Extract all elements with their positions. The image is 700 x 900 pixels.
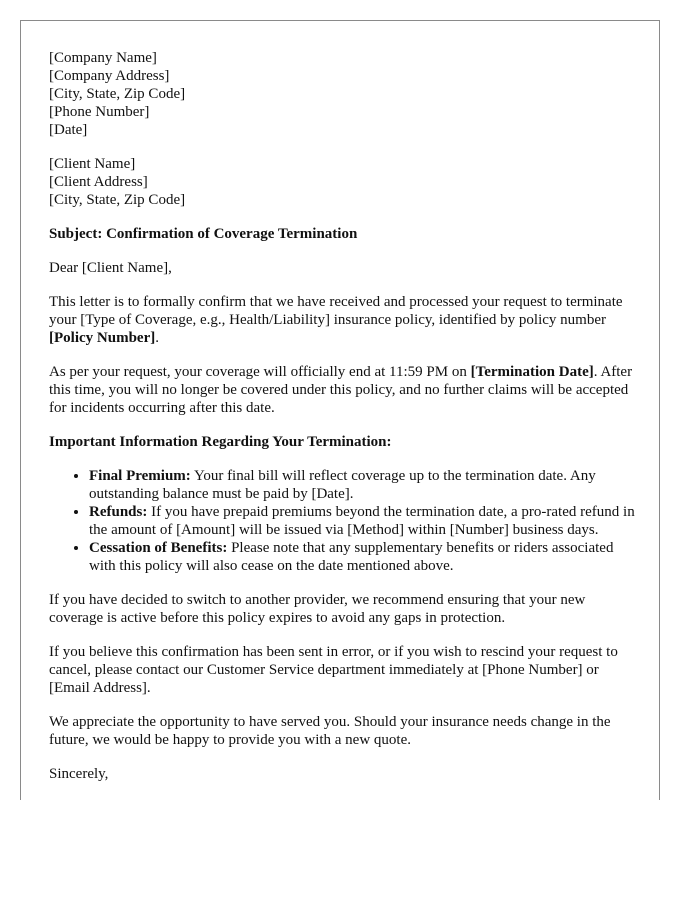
- letter-page: [20, 20, 660, 800]
- termination-date: [Termination Date]: [470, 364, 594, 380]
- list-item-text: If you have prepaid premiums beyond the termination date, a pro-rated refund in the amount of [Amount] will be issued via [Method] within [Number] business days.: [89, 504, 635, 538]
- sender-company-name: [Company Name]: [49, 50, 157, 66]
- paragraph-end-date: [49, 363, 635, 417]
- paragraph-confirmation: [49, 293, 635, 347]
- letter-subject: Subject: Confirmation of Coverage Termination: [49, 226, 358, 242]
- policy-number: [Policy Number]: [49, 330, 156, 346]
- termination-info-list: [49, 467, 635, 575]
- list-item-text: Please note that any supplementary benefits or riders associated with this policy will also cease on the date mentioned above.: [89, 540, 614, 574]
- sender-address-block: [49, 49, 635, 139]
- sender-phone: [Phone Number]: [49, 104, 150, 120]
- paragraph-end-date-text: As per your request, your coverage will officially end at 11:59 PM on: [49, 364, 471, 380]
- letter-date: [Date]: [49, 122, 88, 138]
- recipient-city-state-zip: [City, State, Zip Code]: [49, 192, 186, 208]
- list-item-cessation-of-benefits: [89, 539, 635, 575]
- paragraph-confirmation-end: .: [155, 330, 159, 346]
- list-item-label: Refunds:: [89, 504, 148, 520]
- letter-content: [49, 49, 635, 799]
- list-item-refunds: [89, 503, 635, 539]
- letter-salutation: Dear [Client Name],: [49, 260, 172, 276]
- list-item-final-premium: [89, 467, 635, 503]
- recipient-address-block: [49, 155, 635, 209]
- paragraph-end-date-end: . After this time, you will no longer be covered under this policy, and no further claims will be accepted for incidents occurring after this date.: [49, 364, 633, 416]
- sender-company-address: [Company Address]: [49, 68, 170, 84]
- paragraph-contact: If you believe this confirmation has been sent in error, or if you wish to rescind your request to cancel, please contact our Customer Service department immediately at [Phone Number] or [Email Address].: [49, 644, 618, 696]
- paragraph-confirmation-text: This letter is to formally confirm that we have received and processed your request to terminate your [Type of Coverage, e.g., Health/Liability] insurance policy, identified by policy number: [49, 294, 623, 328]
- recipient-client-address: [Client Address]: [49, 174, 148, 190]
- sender-city-state-zip: [City, State, Zip Code]: [49, 86, 186, 102]
- list-item-text: Your final bill will reflect coverage up to the termination date. Any outstanding balance must be paid by [Date].: [89, 468, 596, 502]
- list-item-label: Cessation of Benefits:: [89, 540, 228, 556]
- paragraph-appreciation: We appreciate the opportunity to have served you. Should your insurance needs change in the future, we would be happy to provide you with a new quote.: [49, 714, 611, 748]
- important-info-heading: Important Information Regarding Your Termination:: [49, 434, 392, 450]
- recipient-client-name: [Client Name]: [49, 156, 136, 172]
- letter-closing: Sincerely,: [49, 766, 109, 782]
- list-item-label: Final Premium:: [89, 468, 191, 484]
- paragraph-switch-provider: If you have decided to switch to another provider, we recommend ensuring that your new coverage is active before this policy expires to avoid any gaps in protection.: [49, 592, 586, 626]
